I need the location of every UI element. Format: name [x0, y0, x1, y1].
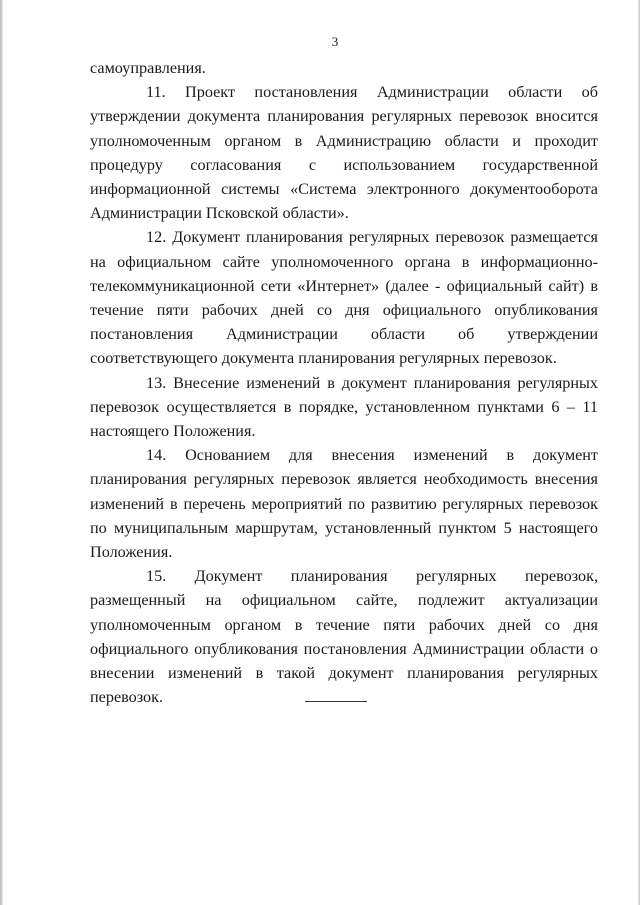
paragraph-15: 15. Документ планирования регулярных перевозок, размещенный на официальном сайте, подлежит актуализации уполномоченным органом в течение пяти рабочих дней со дня официального опубликования постановления Администрации области о внесении изменений в такой документ планирования регулярных перевозок.	[90, 567, 598, 707]
paragraph-12: 12. Документ планирования регулярных перевозок размещается на официальном сайте уполномоченного органа в информационно-телекоммуникационной сети «Интернет» (далее - официальный сайт) в течение пяти рабочих дней со дня официального опубликования постановления Администрации области об утверждении соответствующего документа планирования регулярных перевозок.	[90, 228, 598, 368]
paragraph-13: 13. Внесение изменений в документ планирования регулярных перевозок осуществляется в порядке, установленном пунктами 6 – 11 настоящего Положения.	[90, 373, 598, 441]
paragraph-11: 11. Проект постановления Администрации области об утверждении документа планирования регулярных перевозок вносится уполномоченным органом в Администрацию области и проходит процедуру согласования с использованием государственной информационной системы «Система электронного документооборота Администрации Псковской области».	[90, 83, 598, 223]
paragraph-14: 14. Основанием для внесения изменений в документ планирования регулярных перевозок является необходимость внесения изменений в перечень мероприятий по развитию регулярных перевозок по муниципальным маршрутам, установленный пунктом 5 настоящего Положения.	[90, 446, 598, 562]
scan-edge-left	[0, 0, 3, 905]
paragraph-continuation: самоуправления.	[90, 59, 206, 77]
document-body	[90, 56, 598, 709]
page-number: 3	[331, 34, 339, 49]
end-of-document-rule	[305, 701, 367, 702]
